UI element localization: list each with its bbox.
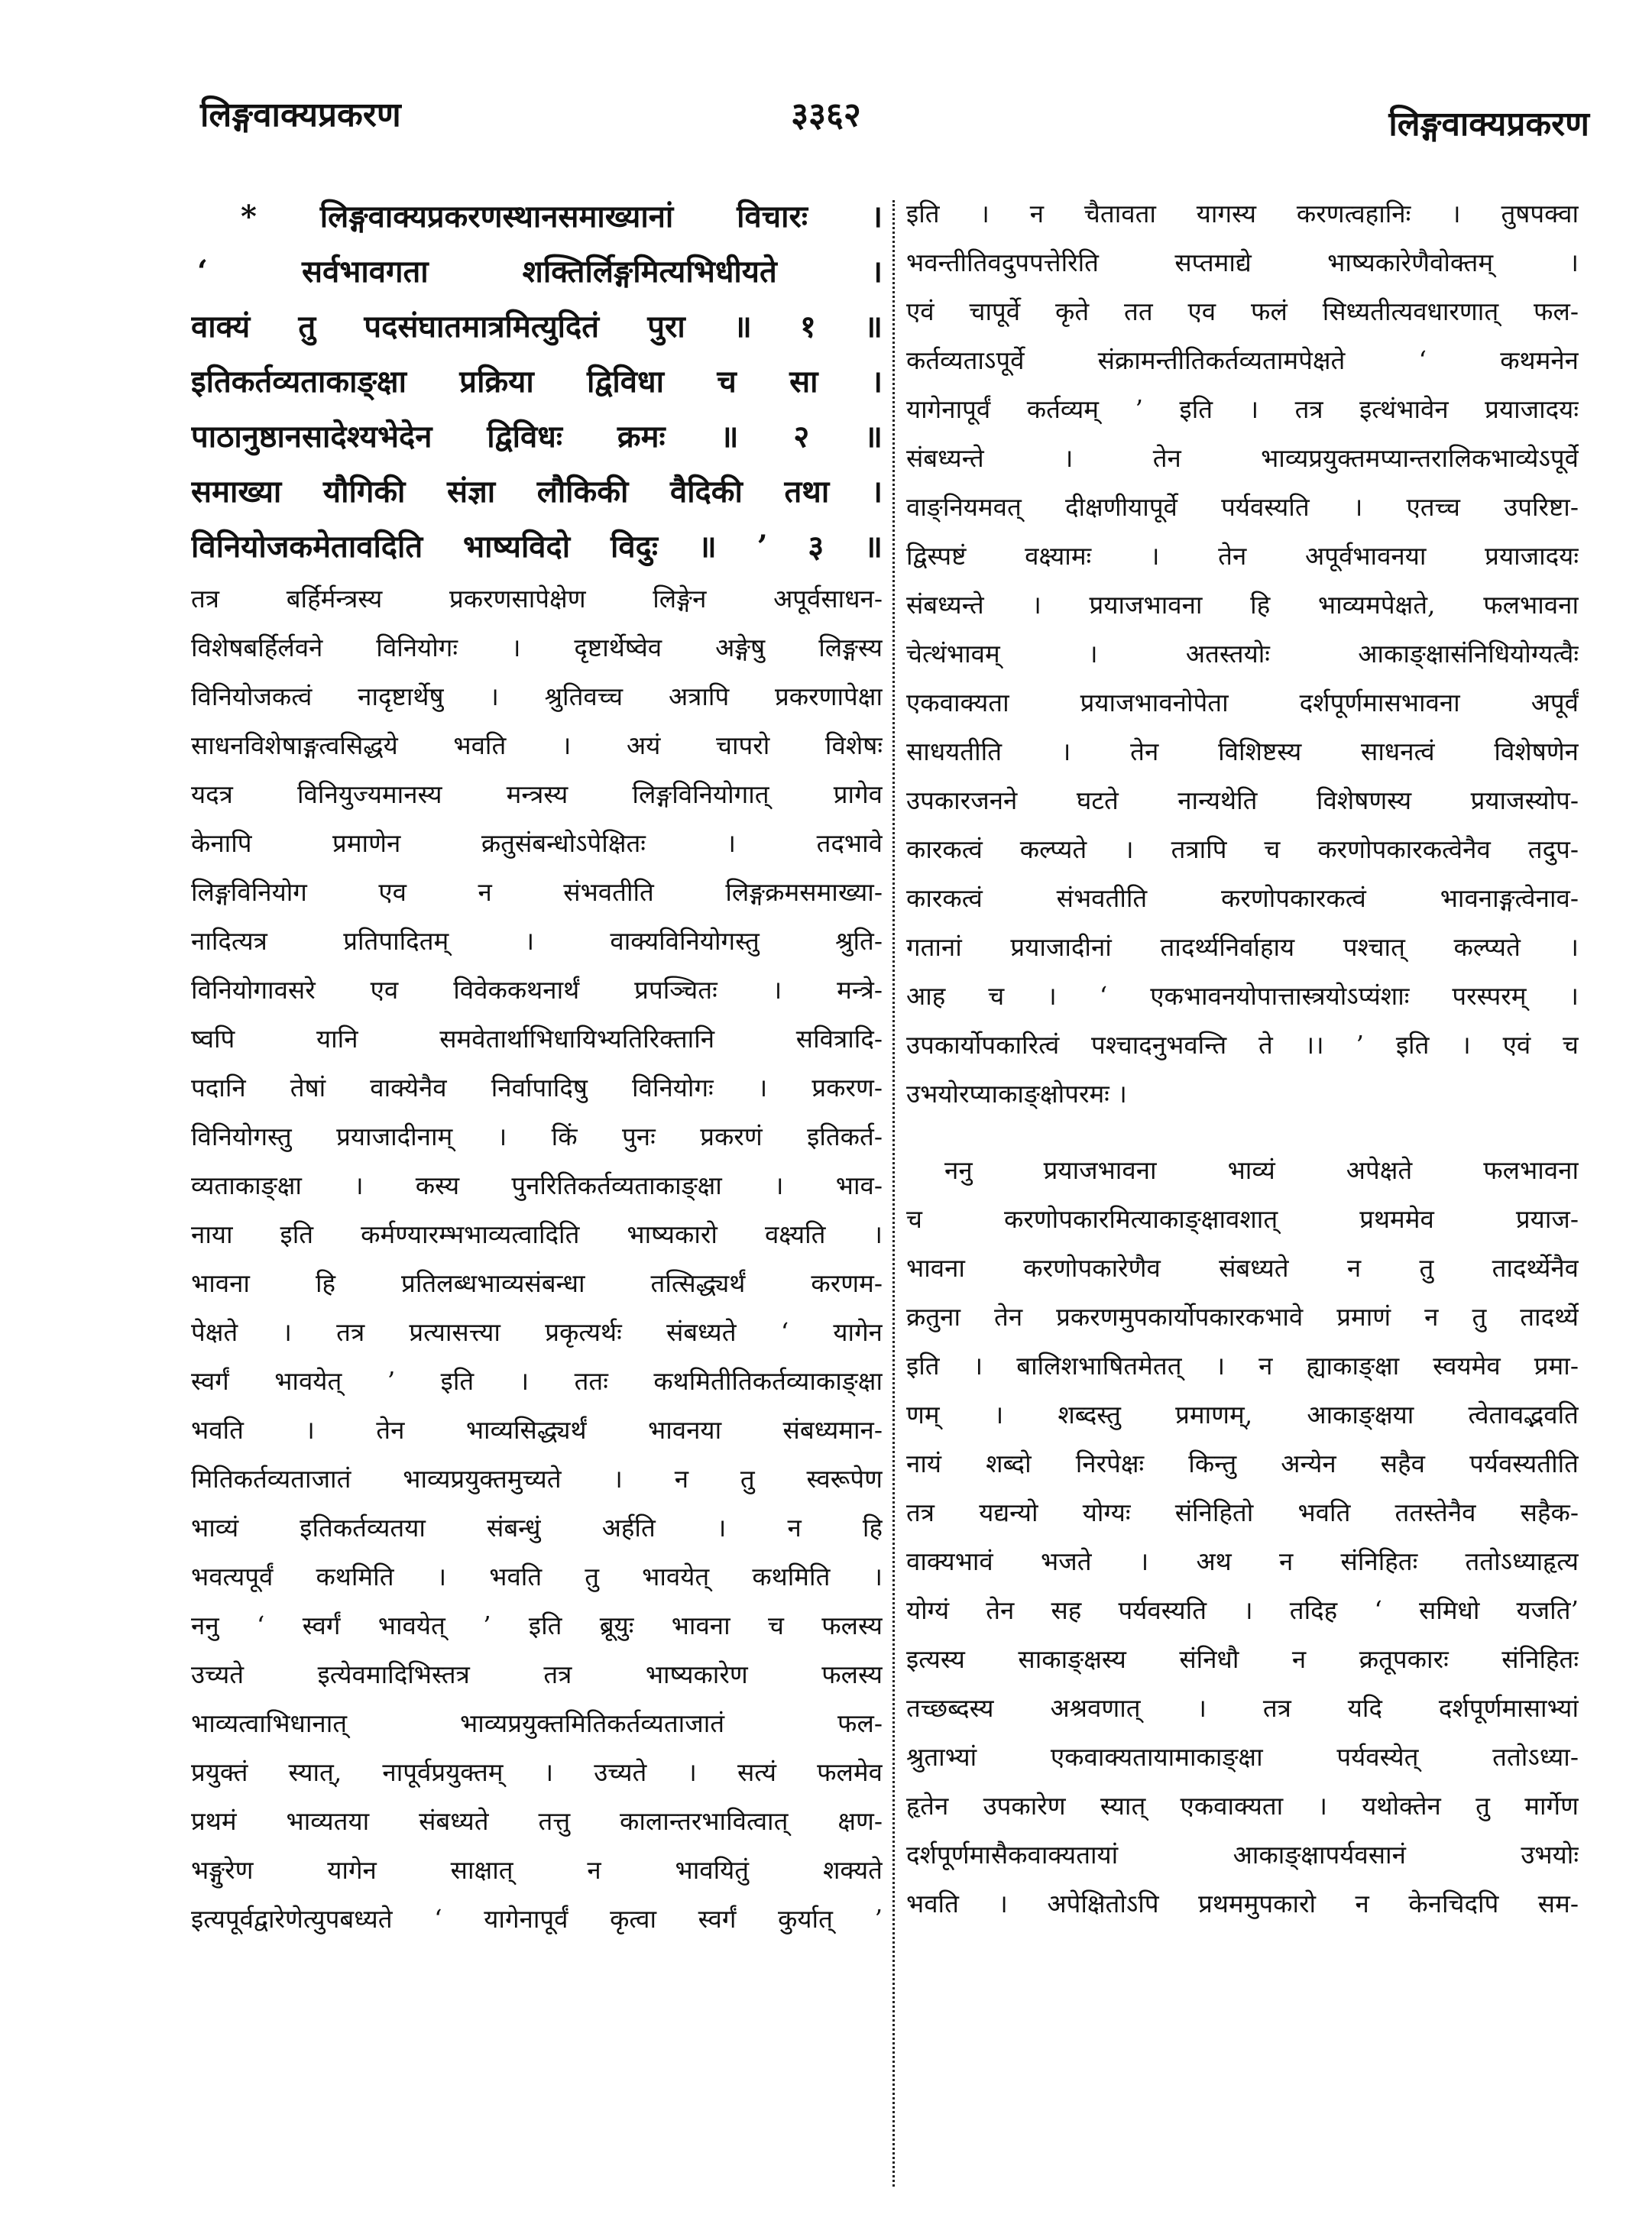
text-line: संबध्यन्ते । प्रयाजभावना हि भाव्यमपेक्षते, फलभावना — [906, 590, 1579, 620]
verse-line: * लिङ्गवाक्यप्रकरणस्थानसमाख्यानां विचारः । — [241, 199, 883, 235]
text-line: इत्यस्य साकाङ्क्षस्य संनिधौ न क्रतूपकारः संनिहितः — [906, 1644, 1579, 1674]
text-line: कारकत्वं कल्प्यते । तत्रापि च करणोपकारकत्वेनैव तदुप- — [906, 834, 1579, 864]
text-line: लिङ्गविनियोग एव न संभवतीति लिङ्गक्रमसमाख्या- — [191, 877, 883, 907]
text-line: उपकार्योपकारित्वं पश्चादनुभवन्ति ते ।। ’ इति । एवं च — [906, 1030, 1579, 1060]
text-line: भावना हि प्रतिलब्धभाव्यसंबन्धा तत्सिद्ध्यर्थं करणम- — [191, 1268, 883, 1298]
text-line: नादित्यत्र प्रतिपादितम् । वाक्यविनियोगस्तु श्रुति- — [191, 926, 883, 956]
text-line: विशेषबर्हिर्लवने विनियोगः । दृष्टार्थेष्वेव अङ्गेषु लिङ्गस्य — [191, 633, 883, 662]
text-line: नाया इति कर्मण्यारम्भभाव्यत्वादिति भाष्यकारो वक्ष्यति । — [191, 1219, 883, 1249]
text-line: च करणोपकारमित्याकाङ्क्षावशात् प्रथममेव प्रयाज- — [906, 1204, 1579, 1234]
text-line: इति । बालिशभाषितमेतत् । न ह्याकाङ्क्षा स्वयमेव प्रमा- — [906, 1351, 1579, 1381]
text-line: क्रतुना तेन प्रकरणमुपकार्योपकारकभावे प्रमाणं न तु तादर्थ्ये — [906, 1302, 1579, 1332]
text-line: दर्शपूर्णमासैकवाक्यतायां आकाङ्क्षापर्यवसानं उभयोः — [906, 1840, 1579, 1870]
text-line: स्वर्गं भावयेत् ’ इति । ततः कथमितीतिकर्तव्याकाङ्क्षा — [191, 1366, 883, 1396]
text-line: गतानां प्रयाजादीनां तादर्थ्यनिर्वाहाय पश्चात् कल्प्यते । — [906, 932, 1579, 962]
text-line: मितिकर्तव्यताजातं भाव्यप्रयुक्तमुच्यते । न तु स्वरूपेण — [191, 1464, 883, 1494]
text-line: भावना करणोपकारेणैव संबध्यते न तु तादर्थ्येनैव — [906, 1253, 1579, 1283]
text-line: चेत्थंभावम् । अतस्तयोः आकाङ्क्षासंनिधियोग्यत्वैः — [906, 639, 1579, 669]
text-line: व्यताकाङ्क्षा । कस्य पुनरितिकर्तव्यताकाङ्क्षा । भाव- — [191, 1170, 883, 1200]
text-line: भवति । अपेक्षितोऽपि प्रथममुपकारो न केनचिदपि सम- — [906, 1889, 1579, 1918]
text-line: केनापि प्रमाणेन क्रतुसंबन्धोऽपेक्षितः । तदभावे — [191, 828, 883, 858]
paragraph-gap — [906, 1119, 1579, 1146]
text-line: कारकत्वं संभवतीति करणोपकारकत्वं भावनाङ्गत्वेनाव- — [906, 883, 1579, 913]
right-column — [906, 189, 1579, 2191]
text-line: भवति । तेन भाव्यसिद्ध्यर्थं भावनया संबध्यमान- — [191, 1415, 883, 1445]
text-line: पदानि तेषां वाक्येनैव निर्वापादिषु विनियोगः । प्रकरण- — [191, 1073, 883, 1102]
text-line: तत्र यद्यन्यो योग्यः संनिहितो भवति ततस्तेनैव सहैक- — [906, 1497, 1579, 1527]
page-number: ३३६२ — [791, 96, 861, 134]
text-line: यागेनापूर्वं कर्तव्यम् ’ इति । तत्र इत्थंभावेन प्रयाजादयः — [906, 394, 1579, 424]
text-line: संबध्यन्ते । तेन भाव्यप्रयुक्तमप्यान्तरालिकभाव्येऽपूर्वे — [906, 443, 1579, 473]
text-line: साधयतीति । तेन विशिष्टस्य साधनत्वं विशेषणेन — [906, 737, 1579, 766]
text-line: द्विस्पष्टं वक्ष्यामः । तेन अपूर्वभावनया प्रयाजादयः — [906, 541, 1579, 571]
text-line: उभयोरप्याकाङ्क्षोपरमः । — [906, 1079, 1127, 1109]
text-line: भङ्गुरेण यागेन साक्षात् न भावयितुं शक्यते — [191, 1855, 883, 1885]
text-line: इति । न चैतावता यागस्य करणत्वहानिः । तुषपक्वा — [906, 199, 1579, 228]
text-line: प्रयुक्तं स्यात्, नापूर्वप्रयुक्तम् । उच्यते । सत्यं फलमेव — [191, 1757, 883, 1787]
text-line: एवं चापूर्वे कृते तत एव फलं सिध्यतीत्यवधारणात् फल- — [906, 296, 1579, 326]
column-divider — [892, 200, 895, 2187]
text-line: पेक्षते । तत्र प्रत्यासत्त्या प्रकृत्यर्थः संबध्यते ‘ यागेन — [191, 1317, 883, 1347]
text-line: ननु ‘ स्वर्गं भावयेत् ’ इति ब्रूयुः भावना च फलस्य — [191, 1611, 883, 1640]
text-line: भवन्तीतिवदुपपत्तेरिति सप्तमाद्ये भाष्यकारेणैवोक्तम् । — [906, 248, 1579, 277]
text-line: आह च । ‘ एकभावनयोपात्तास्त्रयोऽप्यंशाः परस्परम् । — [906, 981, 1579, 1011]
verse-line: समाख्या यौगिकी संज्ञा लौकिकी वैदिकी तथा । — [191, 474, 883, 510]
text-line: एकवाक्यता प्रयाजभावनोपेता दर्शपूर्णमासभावना अपूर्वं — [906, 688, 1579, 717]
verse-line: पाठानुष्ठानसादेश्यभेदेन द्विविधः क्रमः ॥ २ ॥ — [191, 419, 883, 455]
page-header — [0, 90, 1652, 159]
text-line: भवत्यपूर्वं कथमिति । भवति तु भावयेत् कथमिति । — [191, 1562, 883, 1591]
text-line: उच्यते इत्येवमादिभिस्तत्र तत्र भाष्यकारेण फलस्य — [191, 1659, 883, 1689]
text-line: भाव्यत्वाभिधानात् भाव्यप्रयुक्तमितिकर्तव्यताजातं फल- — [191, 1708, 883, 1738]
text-line: उपकारजनने घटते नान्यथेति विशेषणस्य प्रयाजस्योप- — [906, 785, 1579, 815]
text-line: विनियोगावसरे एव विवेककथनार्थं प्रपञ्चितः । मन्त्रे- — [191, 975, 883, 1005]
verse-line: इतिकर्तव्यताकाङ्क्षा प्रक्रिया द्विविधा च सा । — [191, 364, 883, 400]
text-line: ननु प्रयाजभावना भाव्यं अपेक्षते फलभावना — [944, 1155, 1579, 1185]
text-line: यदत्र विनियुज्यमानस्य मन्त्रस्य लिङ्गविनियोगात् प्रागेव — [191, 779, 883, 809]
verse-line: वाक्यं तु पदसंघातमात्रमित्युदितं पुरा ॥ १ ॥ — [191, 309, 883, 345]
text-line: प्रथमं भाव्यतया संबध्यते तत्तु कालान्तरभावित्वात् क्षण- — [191, 1806, 883, 1836]
text-line: विनियोजकत्वं नादृष्टार्थेषु । श्रुतिवच्च अत्रापि प्रकरणापेक्षा — [191, 682, 883, 711]
text-line: इत्यपूर्वद्वारेणेत्युपबध्यते ‘ यागेनापूर्वं कृत्वा स्वर्गं कुर्यात् ’ — [191, 1904, 883, 1934]
text-line: वाक्यभावं भजते । अथ न संनिहितः ततोऽध्याहृत्य — [906, 1546, 1579, 1576]
text-line: योग्यं तेन सह पर्यवस्यति । तदिह ‘ समिधो यजति’ — [906, 1595, 1579, 1625]
text-line: णम् । शब्दस्तु प्रमाणम्, आकाङ्क्षया त्वेतावद्भवति — [906, 1400, 1579, 1429]
verse-line: ‘ सर्वभावगता शक्तिर्लिङ्गमित्यभिधीयते । — [197, 254, 883, 290]
text-line: तत्र बर्हिर्मन्त्रस्य प्रकरणसापेक्षेण लिङ्गेन अपूर्वसाधन- — [191, 584, 883, 614]
text-line: ष्वपि यानि समवेतार्थाभिधायिभ्यतिरिक्तानि सवित्रादि- — [191, 1024, 883, 1054]
text-line: कर्तव्यताऽपूर्वे संक्रामन्तीतिकर्तव्यतामपेक्षते ‘ कथमनेन — [906, 345, 1579, 375]
text-line: भाव्यं इतिकर्तव्यतया संबन्धुं अर्हति । न हि — [191, 1513, 883, 1543]
running-head-left: लिङ्गवाक्यप्रकरण — [200, 96, 401, 134]
text-line: विनियोगस्तु प्रयाजादीनाम् । किं पुनः प्रकरणं इतिकर्त- — [191, 1122, 883, 1151]
text-line: साधनविशेषाङ्गत्वसिद्धये भवति । अयं चापरो विशेषः — [191, 730, 883, 760]
text-line: श्रुताभ्यां एकवाक्यतायामाकाङ्क्षा पर्यवस्येत् ततोऽध्या- — [906, 1742, 1579, 1772]
text-line: वाङ्नियमवत् दीक्षणीयापूर्वे पर्यवस्यति । एतच्च उपरिष्टा- — [906, 492, 1579, 522]
left-column — [191, 189, 883, 2191]
running-head-right: लिङ्गवाक्यप्रकरण — [1388, 105, 1589, 144]
text-line: हृतेन उपकारेण स्यात् एकवाक्यता । यथोक्तेन तु मार्गेण — [906, 1791, 1579, 1821]
verse-line: विनियोजकमेतावदिति भाष्यविदो विदुः ॥ ’ ३ ॥ — [191, 529, 883, 565]
text-line: नायं शब्दो निरपेक्षः किन्तु अन्येन सहैव पर्यवस्यतीति — [906, 1449, 1579, 1478]
text-line: तच्छब्दस्य अश्रवणात् । तत्र यदि दर्शपूर्णमासाभ्यां — [906, 1693, 1579, 1723]
